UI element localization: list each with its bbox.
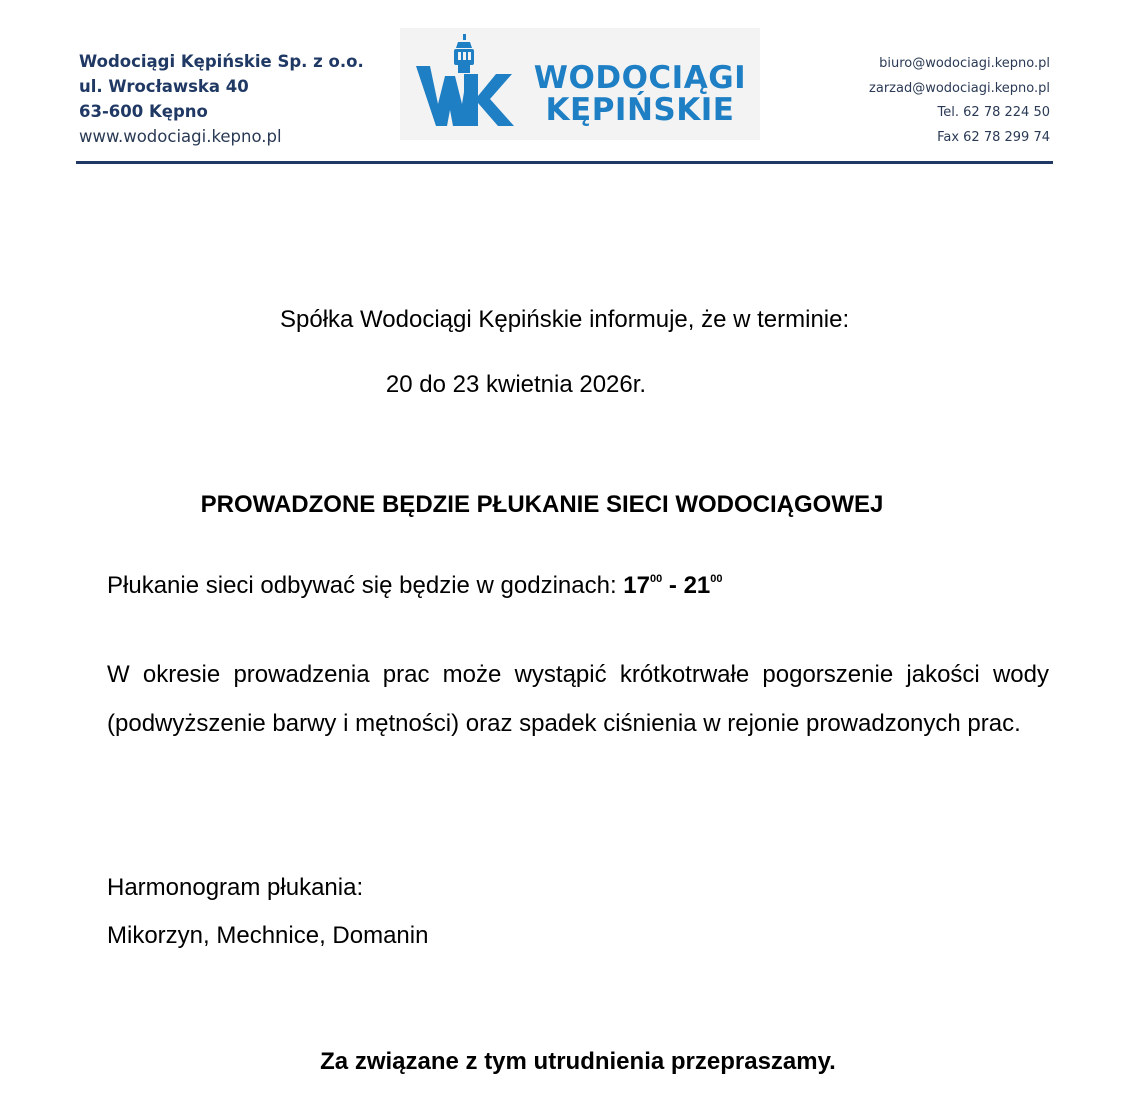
schedule-places: Mikorzyn, Mechnice, Domanin bbox=[107, 922, 429, 949]
schedule-block bbox=[107, 864, 428, 960]
flushing-hours bbox=[107, 572, 723, 600]
hours-prefix: Płukanie sieci odbywać się będzie w godzinach: bbox=[107, 572, 624, 599]
closing-apology: Za związane z tym utrudnienia przepraszamy. bbox=[320, 1048, 836, 1075]
email-board: zarzad@wodociagi.kepno.pl bbox=[869, 80, 1050, 96]
hours-end-minutes: 00 bbox=[710, 573, 723, 585]
hours-end: 21 bbox=[683, 572, 711, 599]
logo-wordmark bbox=[524, 62, 756, 126]
logo-line-2: KĘPIŃSKIE bbox=[545, 92, 735, 128]
company-city: 63-600 Kępno bbox=[79, 102, 208, 121]
logo-line-1: WODOCIĄGI bbox=[533, 60, 747, 96]
notice-heading: PROWADZONE BĘDZIE PŁUKANIE SIECI WODOCIĄGOWEJ bbox=[200, 491, 884, 518]
company-address-block bbox=[79, 49, 364, 149]
hours-separator: - bbox=[662, 572, 684, 599]
notice-paragraph: W okresie prowadzenia prac może wystąpić krótkotrwałe pogorszenie jakości wody (podwyższenie barwy i mętności) oraz spadek ciśnienia w rejonie prowadzonych prac. bbox=[107, 661, 1049, 737]
phone-number: Tel. 62 78 224 50 bbox=[937, 105, 1050, 121]
fax-number: Fax 62 78 299 74 bbox=[937, 129, 1050, 145]
company-name: Wodociągi Kępińskie Sp. z o.o. bbox=[79, 52, 364, 71]
company-website: www.wodociagi.kepno.pl bbox=[79, 127, 282, 146]
schedule-label: Harmonogram płukania: bbox=[107, 874, 364, 901]
hours-start-minutes: 00 bbox=[650, 573, 663, 585]
hours-start: 17 bbox=[623, 572, 650, 599]
company-street: ul. Wrocławska 40 bbox=[79, 77, 249, 96]
header-divider bbox=[76, 161, 1053, 164]
company-logo bbox=[400, 28, 760, 140]
notice-date-range: 20 do 23 kwietnia 2026r. bbox=[385, 371, 647, 398]
email-office: biuro@wodociagi.kepno.pl bbox=[879, 56, 1050, 71]
contact-block bbox=[869, 52, 1050, 150]
notice-intro: Spółka Wodociągi Kępińskie informuje, że w terminie: bbox=[280, 306, 850, 333]
water-tower-wk-logo-icon bbox=[412, 32, 524, 136]
